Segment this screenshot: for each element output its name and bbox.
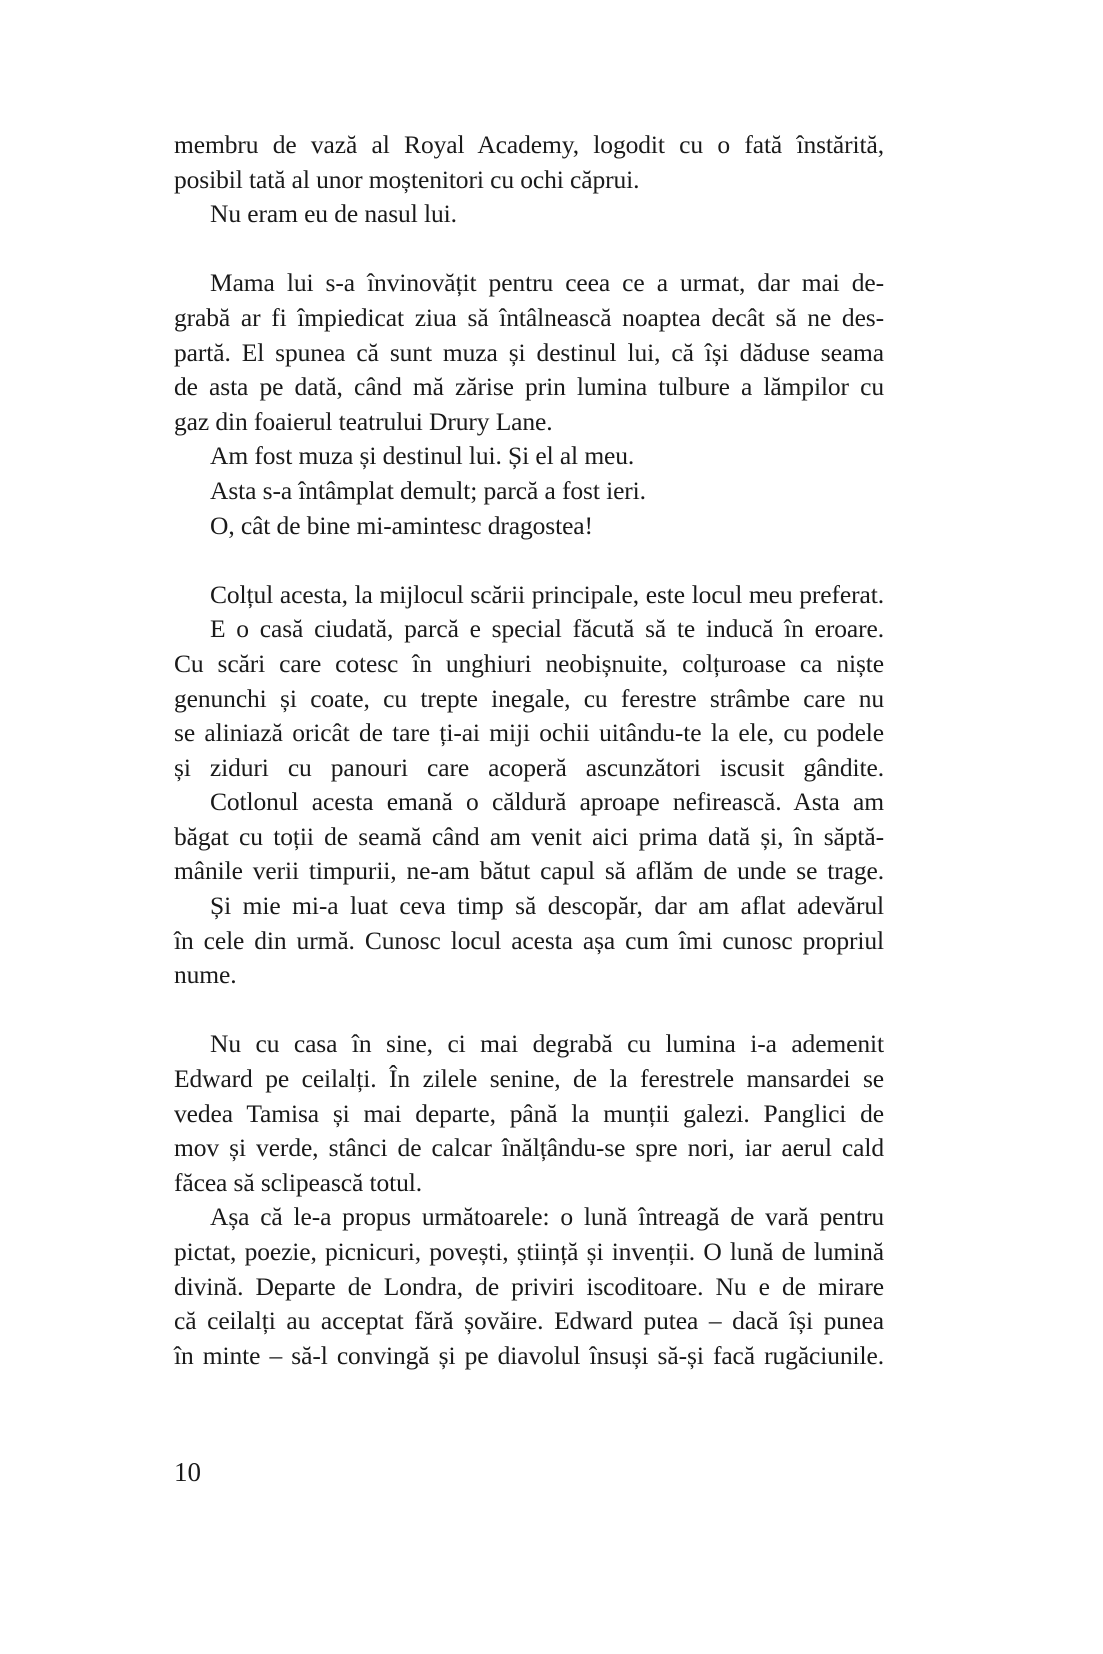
text-line: Așa că le-a propus următoarele: o lună întreagă de vară pentru [210,1202,884,1232]
paragraph [174,785,884,889]
text-line: pictat, poezie, picnicuri, povești, știință și invenții. O lună de lumină [174,1237,884,1266]
section-break [174,543,884,578]
text-line: partă. El spunea că sunt muza și destinul lui, că își dăduse seama [174,337,884,367]
text-line: Asta s-a întâmplat demult; parcă a fost ieri. [210,475,646,505]
text-line: nume. [174,960,237,990]
text-line: gaz din foaierul teatrului Drury Lane. [174,406,553,436]
page-number: 10 [174,1457,201,1487]
paragraph [174,578,884,613]
paragraph [174,128,884,197]
paragraph [174,889,884,993]
text-line: vedea Tamisa și mai departe, până la munții galezi. Panglici de [174,1098,884,1128]
text-line: se aliniază oricât de tare ți-ai miji ochii uitându-te la ele, cu podele [174,718,884,748]
paragraph [174,197,884,232]
section-break [174,993,884,1028]
text-line: Edward pe ceilalți. În zilele senine, de la ferestrele mansardei se [174,1064,884,1094]
text-line: Nu eram eu de nasul lui. [210,199,457,229]
paragraph [174,266,884,439]
paragraph [174,612,884,785]
text-line: mânile verii timpurii, ne-am bătut capul să aflăm de unde se trage. [174,856,884,886]
text-line: în minte – să-l convingă și pe diavolul însuși să-și facă rugăciunile. [174,1340,884,1370]
text-line: Nu cu casa în sine, ci mai degrabă cu lumina i-a ademenit [210,1029,884,1059]
paragraph [174,1027,884,1200]
text-line: băgat cu toții de seamă când am venit aici prima dată și, în săptă- [174,821,884,851]
text-line: de asta pe dată, când mă zărise prin lumina tulbure a lămpilor cu [174,372,884,402]
text-line: mov și verde, stânci de calcar înălțându-se spre nori, iar aerul cald [174,1133,884,1163]
text-line: membru de vază al Royal Academy, logodit cu o fată înstărită, [174,130,884,159]
text-line: genunchi și coate, cu trepte inegale, cu ferestre strâmbe care nu [174,683,884,713]
text-line: Cotlonul acesta emană o căldură aproape nefirească. Asta am [210,787,884,817]
paragraph [174,509,884,544]
text-line: divină. Departe de Londra, de priviri iscoditoare. Nu e de mirare [174,1271,884,1301]
text-line: E o casă ciudată, parcă e special făcută să te inducă în eroare. [210,614,884,644]
text-line: grabă ar fi împiedicat ziua să întâlnească noaptea decât să ne des- [174,302,884,332]
paragraph [174,439,884,474]
text-line: în cele din urmă. Cunosc locul acesta așa cum îmi cunosc propriul [174,925,884,955]
text-line: Colțul acesta, la mijlocul scării principale, este locul meu preferat. [210,579,884,609]
text-line: Am fost muza și destinul lui. Și el al meu. [210,441,635,471]
body-text [174,128,884,1373]
text-line: și ziduri cu panouri care acoperă ascunzători iscusit gândite. [174,752,884,782]
text-line: că ceilalți au acceptat fără șovăire. Edward putea – dacă își punea [174,1306,884,1336]
section-break [174,232,884,267]
text-line: posibil tată al unor moștenitori cu ochi căprui. [174,164,640,194]
text-line: O, cât de bine mi-amintesc dragostea! [210,510,593,540]
paragraph [174,474,884,509]
paragraph [174,1200,884,1373]
text-line: făcea să sclipească totul. [174,1167,423,1197]
text-line: Cu scări care cotesc în unghiuri neobișnuite, colțuroase ca niște [174,648,884,678]
text-line: Și mie mi-a luat ceva timp să descopăr, dar am aflat adevărul [210,891,884,921]
text-line: Mama lui s-a învinovățit pentru ceea ce a urmat, dar mai de- [210,268,884,298]
